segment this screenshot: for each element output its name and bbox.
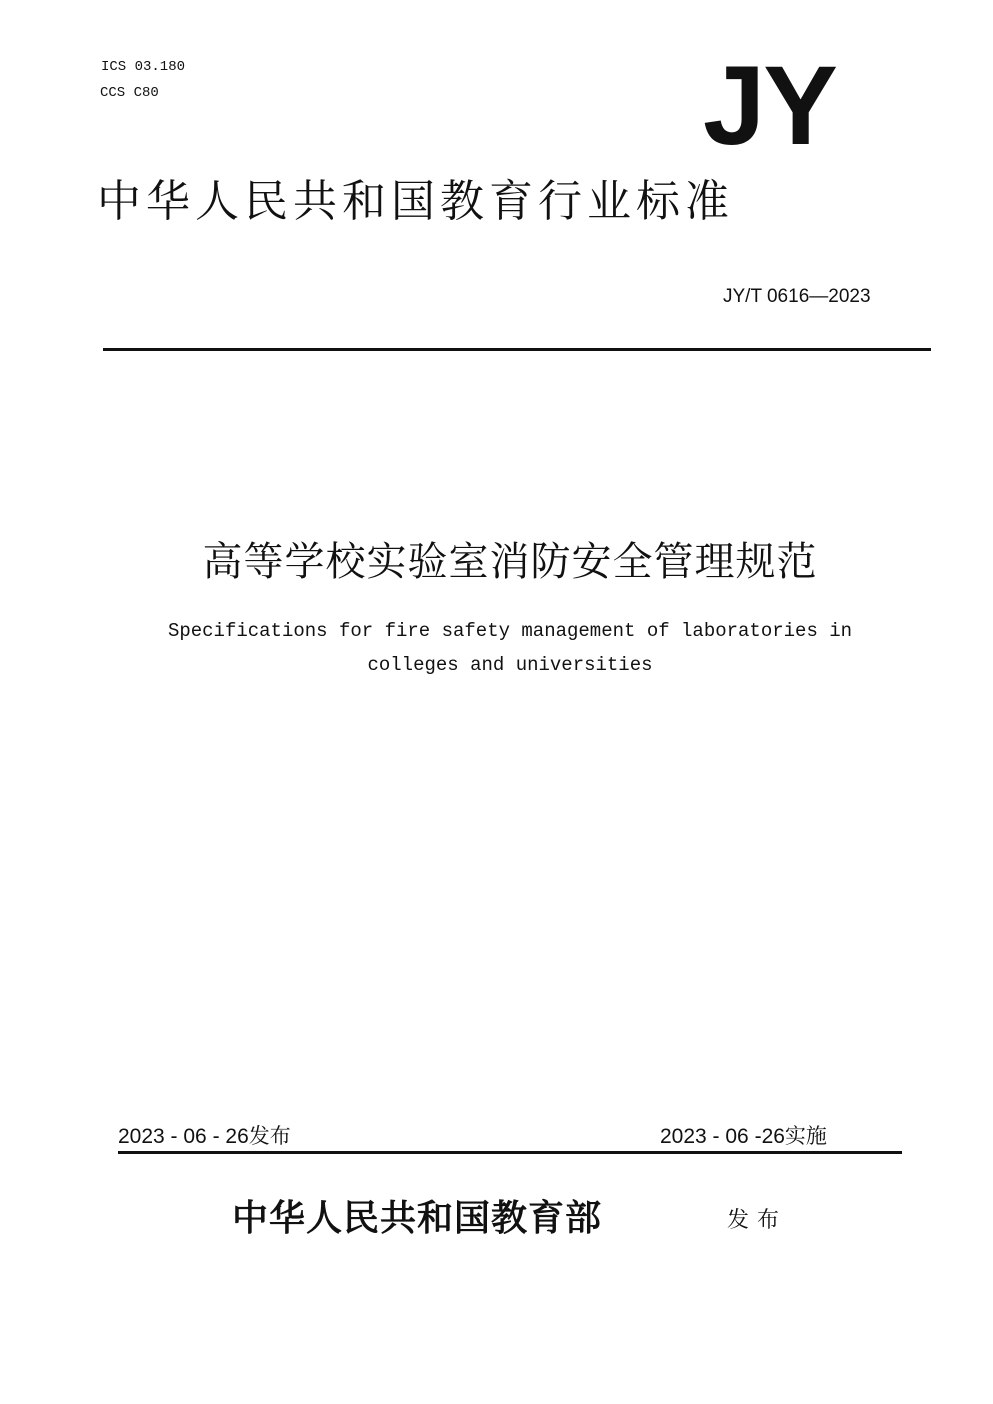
document-title-chinese: 高等学校实验室消防安全管理规范 — [202, 540, 818, 584]
top-divider — [103, 348, 931, 351]
publish-date: 2023 - 06 - 26发布 — [118, 1125, 291, 1148]
issuer-suffix: 发布 — [727, 1207, 788, 1232]
issuer: 中华人民共和国教育部 — [232, 1197, 603, 1238]
jy-logo: JY — [703, 43, 836, 168]
implement-date: 2023 - 06 -26实施 — [660, 1125, 827, 1148]
document-title-english-line1: Specifications for fire safety management of laboratories in — [167, 620, 853, 642]
ccs-code: CCS C80 — [100, 85, 159, 101]
document-title-english-line2: colleges and universities — [367, 654, 653, 676]
ics-code: ICS 03.180 — [101, 59, 186, 75]
bottom-divider — [118, 1151, 902, 1154]
standard-category: 中华人民共和国教育行业标准 — [97, 177, 734, 226]
standard-number: JY/T 0616—2023 — [723, 286, 871, 307]
